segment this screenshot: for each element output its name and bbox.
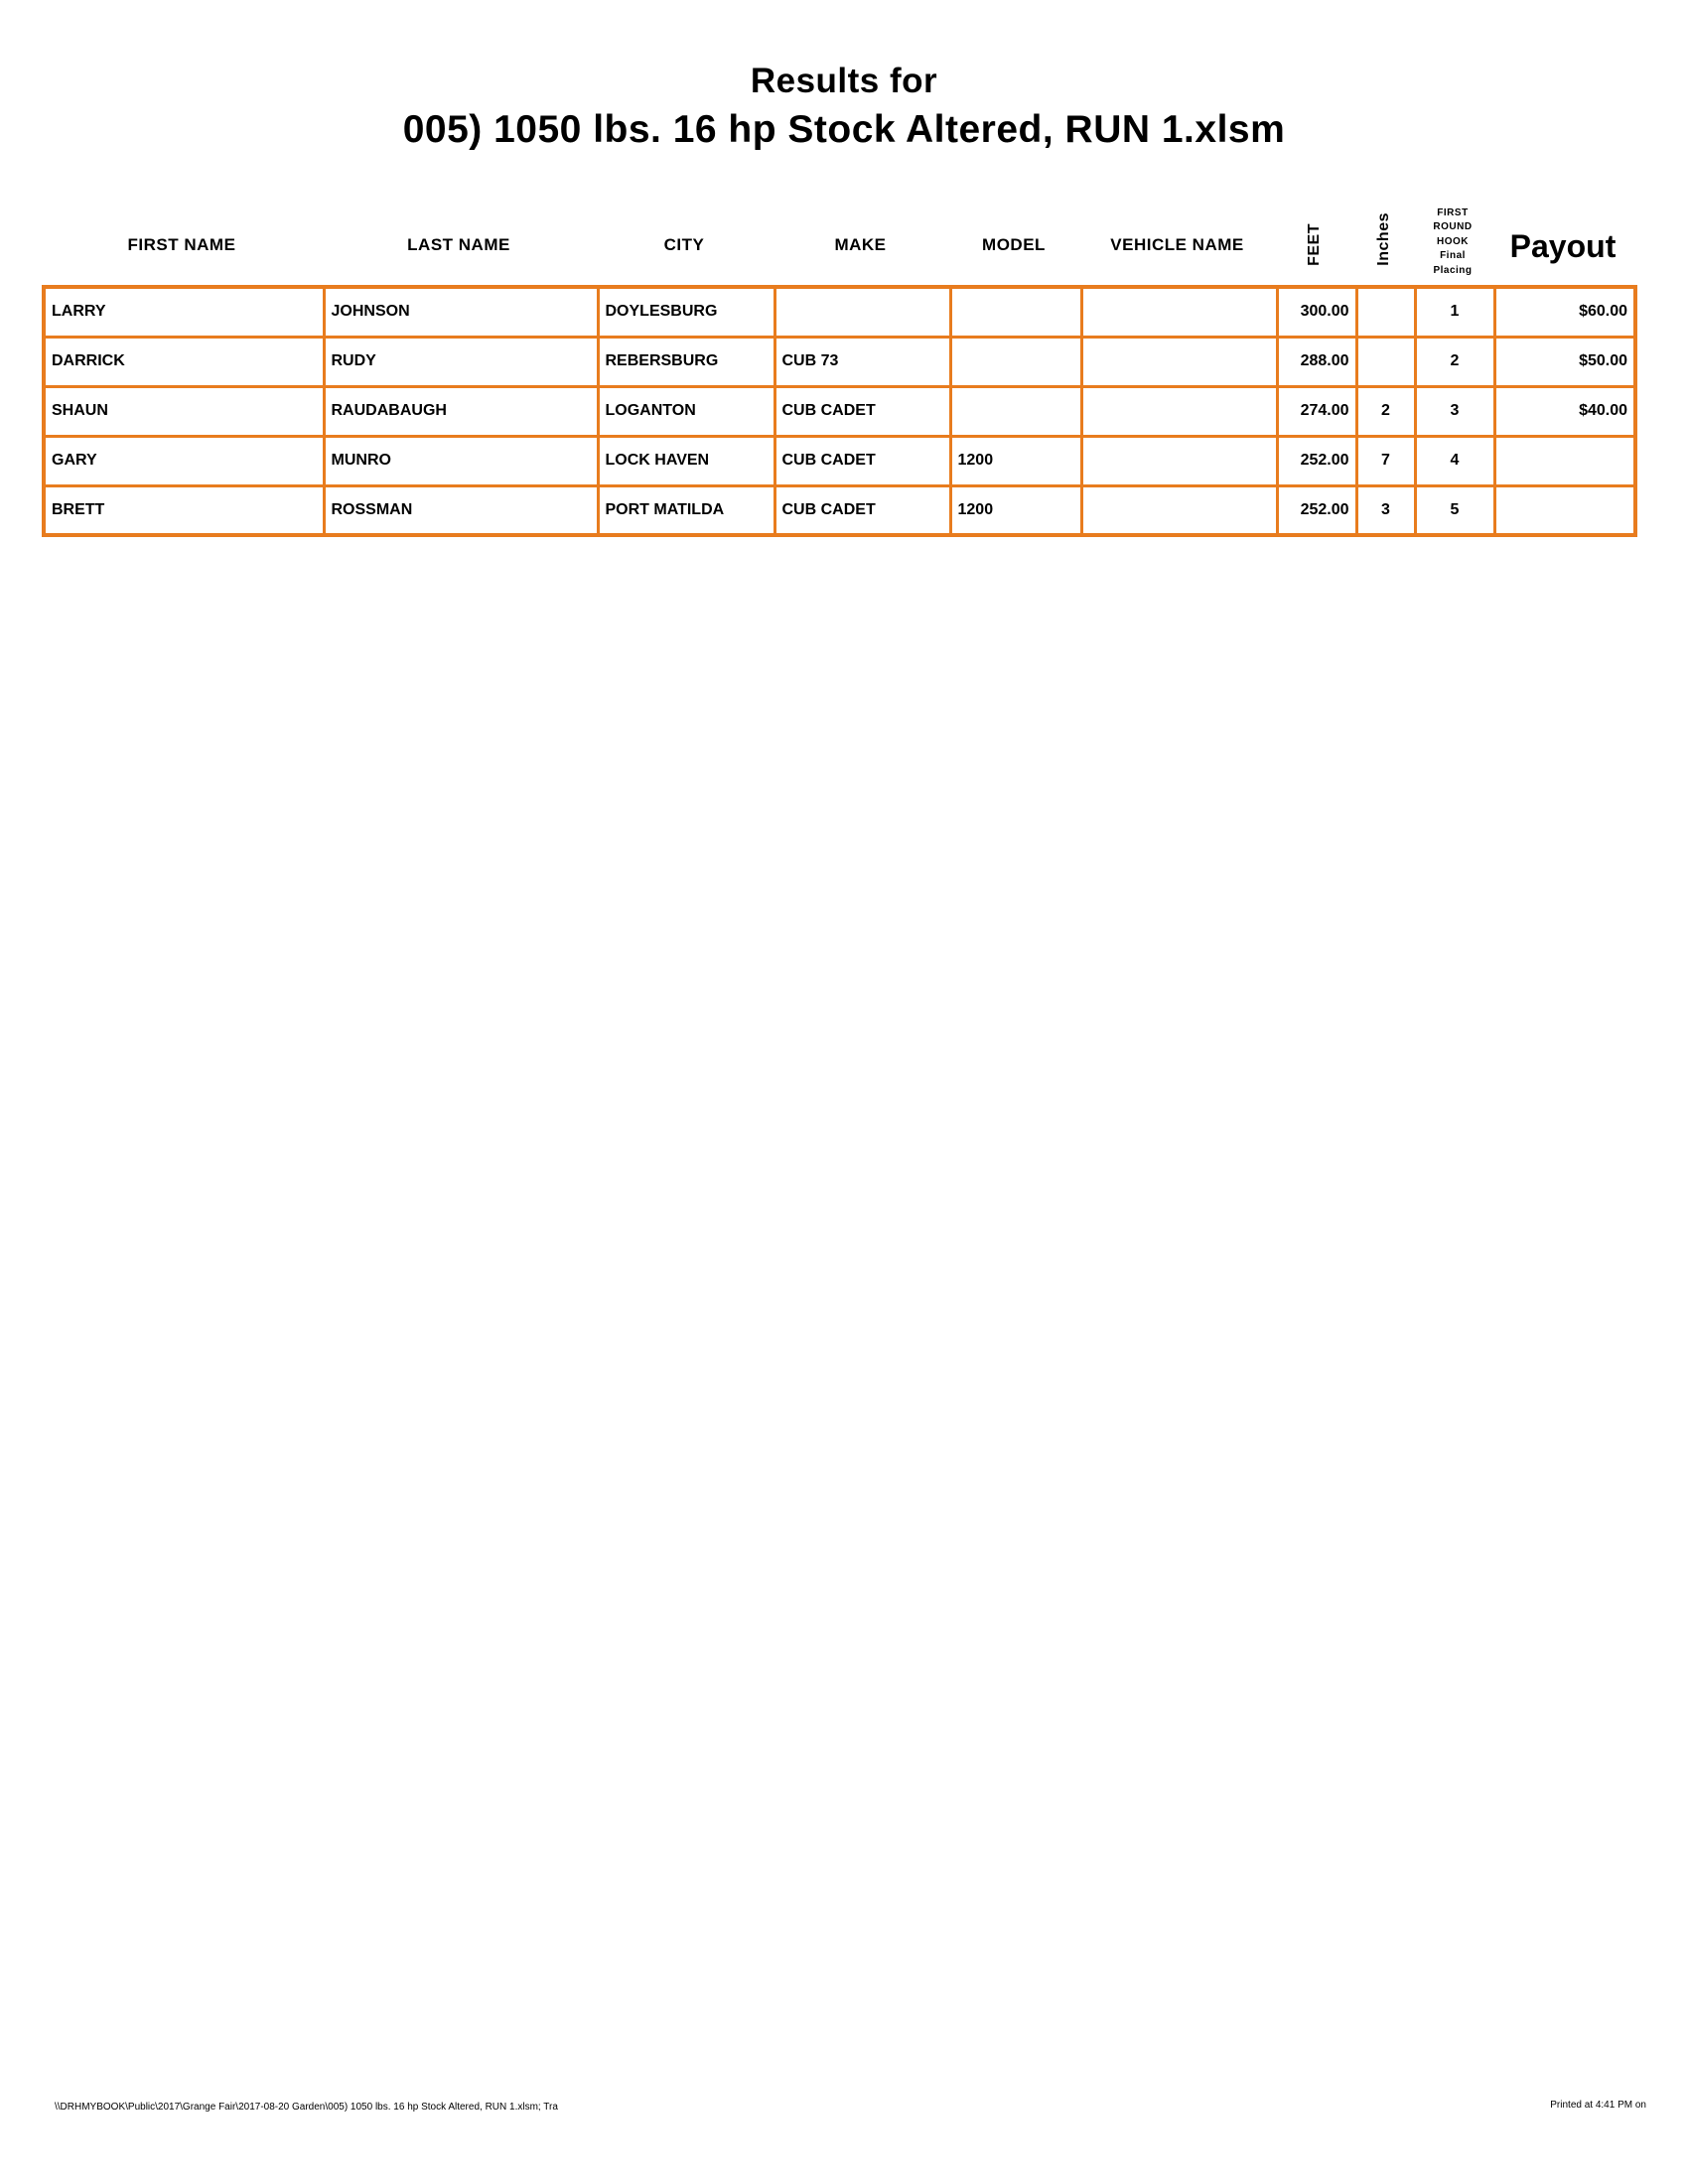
cell-payout: $50.00 (1494, 337, 1635, 386)
cell-first-name: BRETT (44, 485, 324, 535)
cell-model (950, 337, 1081, 386)
cell-feet: 252.00 (1277, 485, 1356, 535)
cell-model (950, 287, 1081, 337)
cell-payout: $40.00 (1494, 386, 1635, 436)
cell-vehicle-name (1081, 386, 1277, 436)
cell-first-name: GARY (44, 436, 324, 485)
col-header-vehicle-name: VEHICLE NAME (1110, 235, 1244, 254)
cell-model: 1200 (950, 436, 1081, 485)
col-header-feet (1275, 159, 1354, 285)
cell-feet: 300.00 (1277, 287, 1356, 337)
cell-placing: 1 (1415, 287, 1494, 337)
col-header-first-name: FIRST NAME (127, 235, 236, 254)
cell-payout: $60.00 (1494, 287, 1635, 337)
cell-inches: 3 (1356, 485, 1415, 535)
page-subtitle: 005) 1050 lbs. 16 hp Stock Altered, RUN 1.xlsm (402, 108, 1286, 151)
results-table-header (42, 159, 1633, 285)
table-row (44, 287, 1635, 337)
cell-placing: 5 (1415, 485, 1494, 535)
header-row (42, 159, 1633, 285)
inches-rotated-label: Inches (1374, 212, 1392, 266)
cell-city: DOYLESBURG (598, 287, 774, 337)
cell-last-name: MUNRO (324, 436, 598, 485)
cell-city: PORT MATILDA (598, 485, 774, 535)
cell-feet: 274.00 (1277, 386, 1356, 436)
col-header-make: MAKE (834, 235, 887, 254)
cell-city: LOGANTON (598, 386, 774, 436)
cell-inches: 7 (1356, 436, 1415, 485)
cell-make (774, 287, 950, 337)
cell-inches: 2 (1356, 386, 1415, 436)
placing-header-lines (1413, 206, 1492, 279)
cell-vehicle-name (1081, 287, 1277, 337)
cell-city: REBERSBURG (598, 337, 774, 386)
table-row (44, 386, 1635, 436)
cell-placing: 4 (1415, 436, 1494, 485)
cell-payout (1494, 485, 1635, 535)
cell-placing: 2 (1415, 337, 1494, 386)
col-header-last-name: LAST NAME (407, 235, 510, 254)
col-header-placing (1413, 159, 1492, 285)
cell-vehicle-name (1081, 436, 1277, 485)
cell-payout (1494, 436, 1635, 485)
cell-placing: 3 (1415, 386, 1494, 436)
cell-make: CUB CADET (774, 386, 950, 436)
col-header-model: MODEL (982, 235, 1046, 254)
table-row (44, 337, 1635, 386)
cell-model: 1200 (950, 485, 1081, 535)
page-title: Results for (750, 62, 938, 100)
cell-make: CUB CADET (774, 485, 950, 535)
cell-make: CUB 73 (774, 337, 950, 386)
results-table-area (42, 159, 1633, 537)
placing-line-4: Final (1440, 250, 1466, 261)
placing-line-2: ROUND (1433, 221, 1473, 232)
footer-printed-at: Printed at 4:41 PM on (1550, 2100, 1646, 2111)
placing-line-1: FIRST (1437, 206, 1469, 218)
placing-line-3: HOOK (1437, 235, 1469, 247)
cell-first-name: SHAUN (44, 386, 324, 436)
footer-file-path: \\DRHMYBOOK\Public\2017\Grange Fair\2017-08-20 Garden\005) 1050 lbs. 16 hp Stock Altered, RUN 1.xlsm; Tra (55, 2102, 558, 2113)
table-row (44, 436, 1635, 485)
cell-feet: 288.00 (1277, 337, 1356, 386)
cell-last-name: JOHNSON (324, 287, 598, 337)
results-table (42, 285, 1637, 537)
cell-city: LOCK HAVEN (598, 436, 774, 485)
cell-model (950, 386, 1081, 436)
cell-make: CUB CADET (774, 436, 950, 485)
cell-first-name: LARRY (44, 287, 324, 337)
col-header-city: CITY (663, 235, 705, 254)
placing-line-5: Placing (1433, 264, 1473, 276)
cell-feet: 252.00 (1277, 436, 1356, 485)
report-title-block (0, 62, 1688, 152)
cell-first-name: DARRICK (44, 337, 324, 386)
feet-rotated-label: FEET (1306, 223, 1323, 266)
col-header-inches (1354, 159, 1413, 285)
cell-last-name: RUDY (324, 337, 598, 386)
cell-vehicle-name (1081, 485, 1277, 535)
cell-last-name: ROSSMAN (324, 485, 598, 535)
cell-inches (1356, 287, 1415, 337)
table-row (44, 485, 1635, 535)
col-header-payout: Payout (1509, 228, 1617, 264)
cell-vehicle-name (1081, 337, 1277, 386)
cell-inches (1356, 337, 1415, 386)
cell-last-name: RAUDABAUGH (324, 386, 598, 436)
